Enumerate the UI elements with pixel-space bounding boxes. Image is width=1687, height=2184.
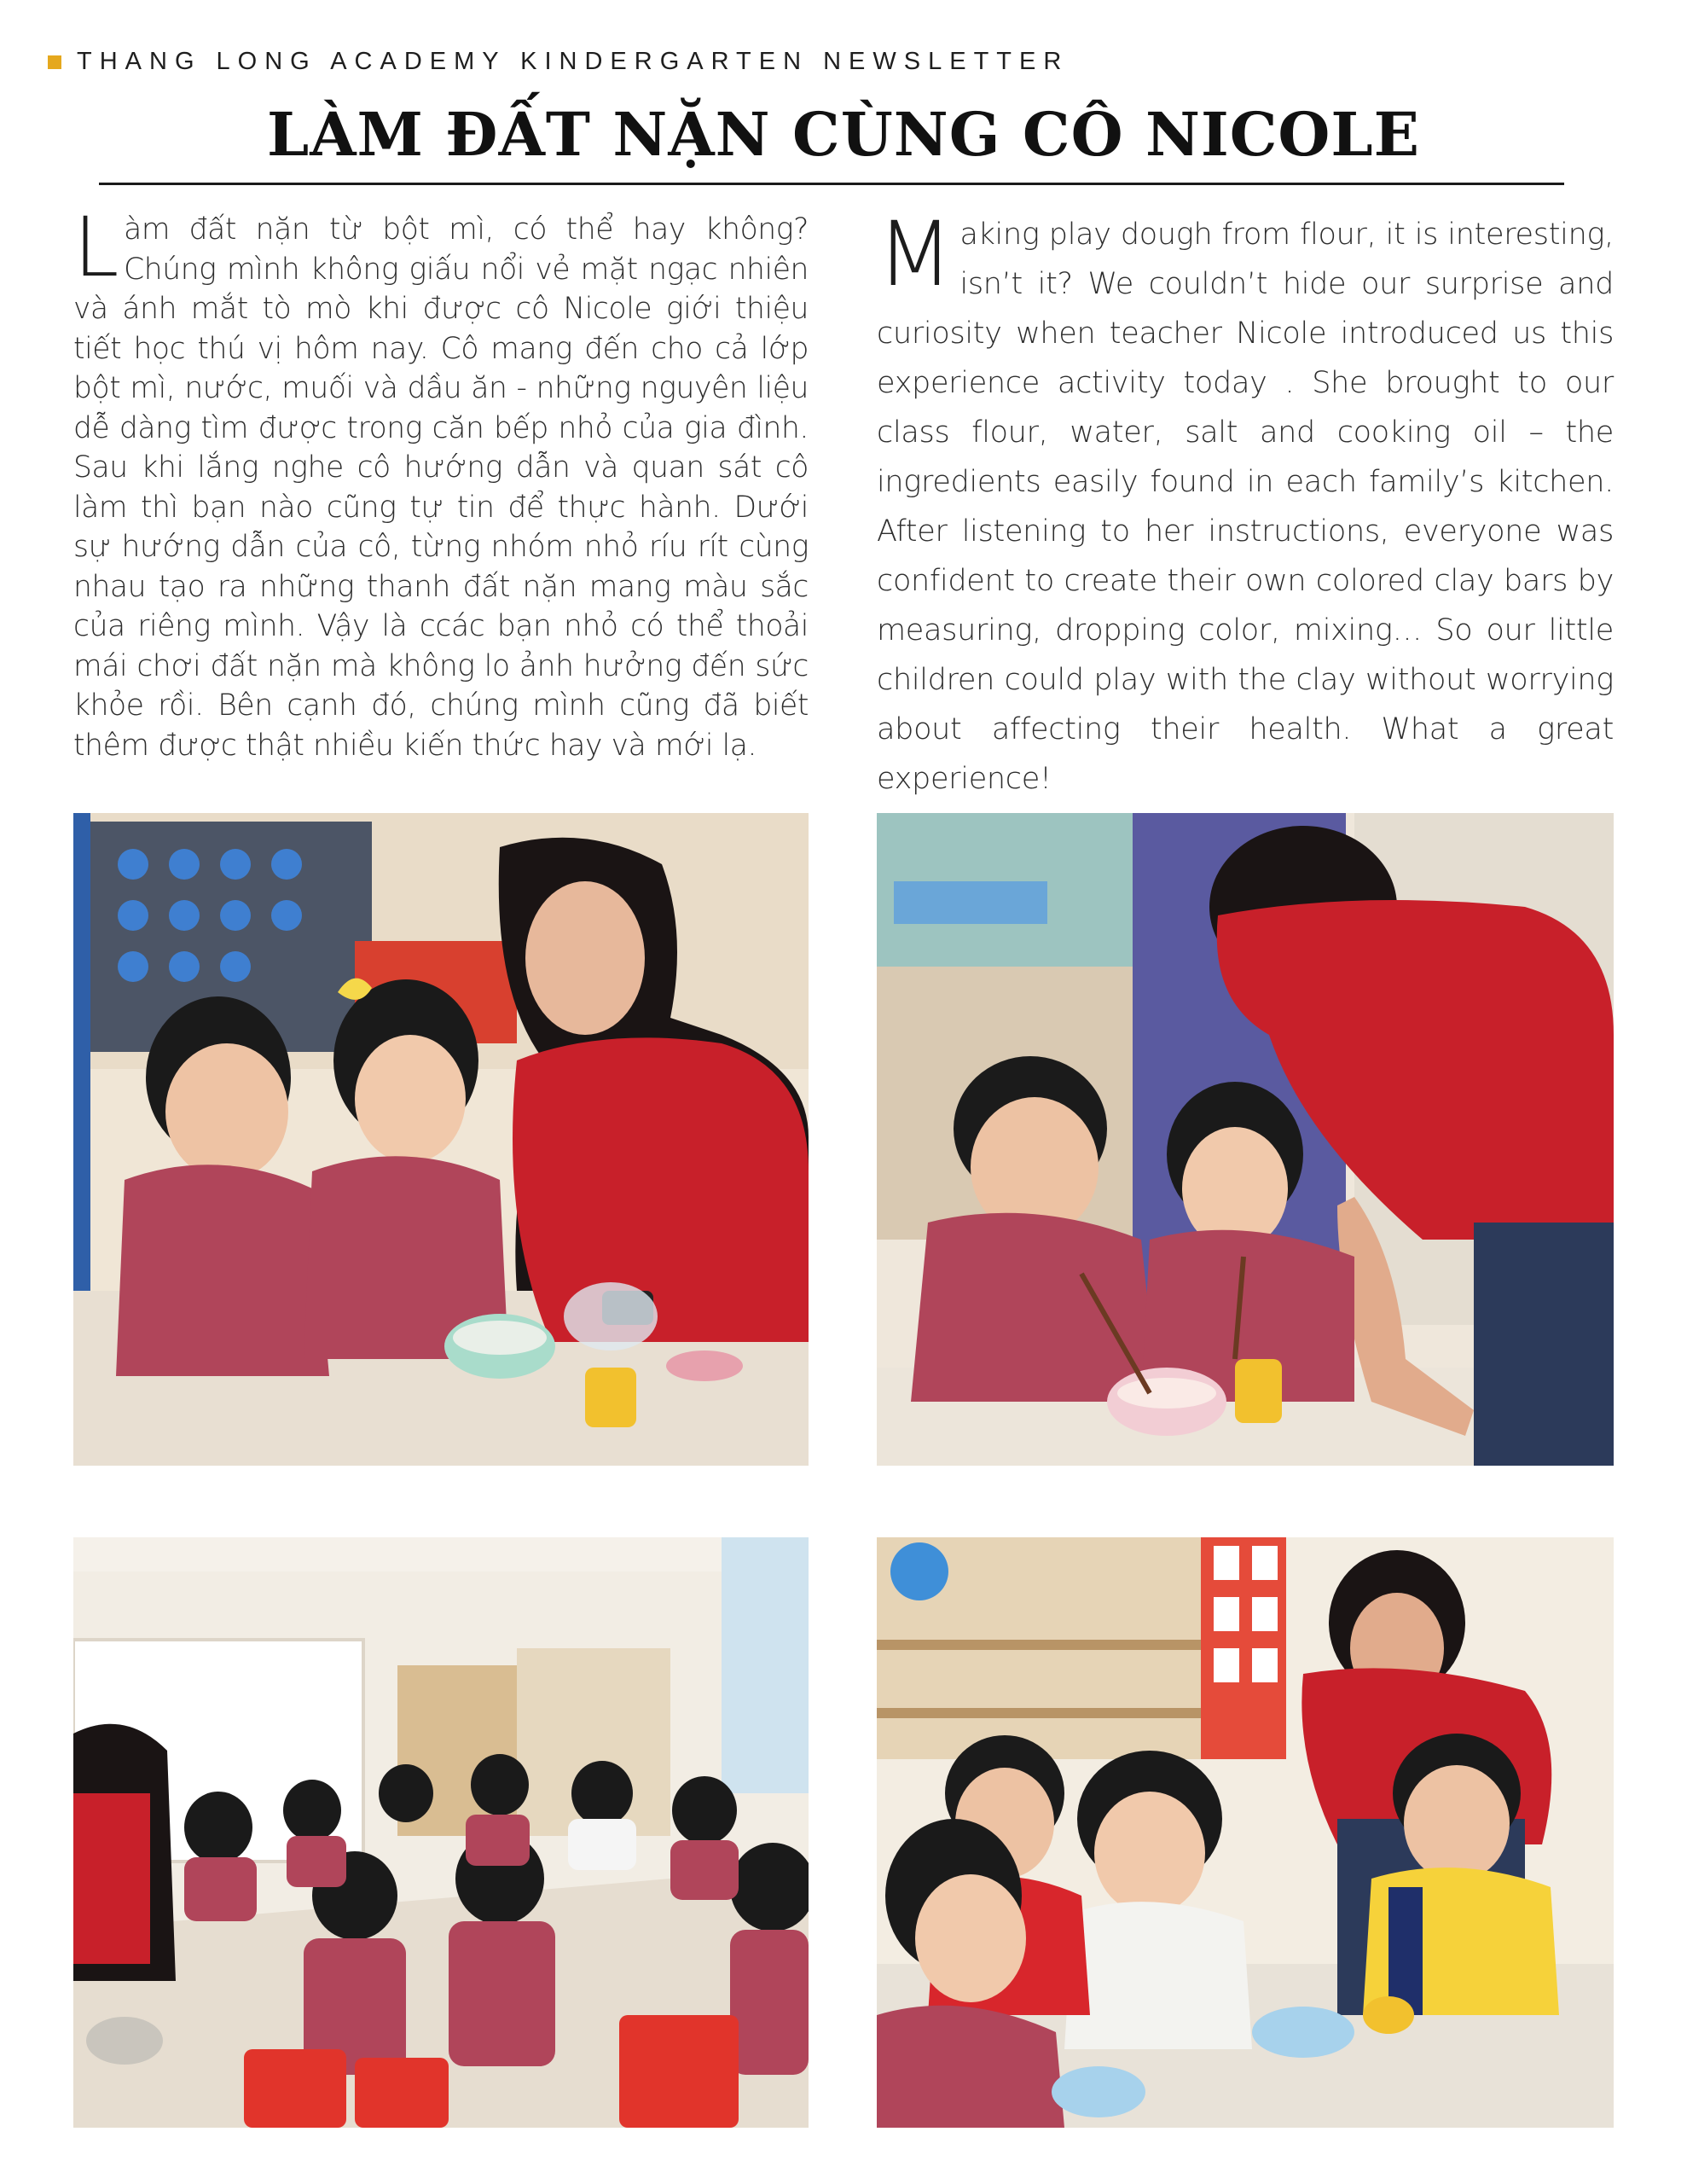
newsletter-label: THANG LONG ACADEMY KINDERGARTEN NEWSLETTER bbox=[77, 48, 1070, 75]
header-accent-square bbox=[48, 55, 61, 69]
paragraph-vietnamese: àm đất nặn từ bột mì, có thể hay không? Chúng mình không giấu nổi vẻ mặt ngạc nhiên và ánh mắt tò mò khi được cô Nicole giới thiệu tiết học thú vị hôm nay. Cô mang đến cho cả lớp bột mì, nước, muối và dầu ăn - những nguyên liệu dễ dàng tìm được trong căn bếp nhỏ của gia đình. Sau khi lắng nghe cô hướng dẫn và quan sát cô làm thì bạn nào cũng tự tin để thực hành. Dưới sự hướng dẫn của cô, từng nhóm nhỏ ríu rít cùng nhau tạo ra những thanh đất nặn mang màu sắc của riêng mình. Vậy là ccác bạn nhỏ có thể thoải mái chơi đất nặn mà không lo ảnh hưởng đến sức khỏe rồi. Bên cạnh đó, chúng mình cũng đã biết thêm được thật nhiều kiến thức hay và mới lạ. bbox=[73, 212, 809, 763]
paragraph-english: aking play dough from flour, it is interesting, isn’t it? We couldn’t hide our surprise and curiosity when teacher Nicole introduced us this experience activity today . She brought to our class flour, water, salt and cooking oil – the ingredients easily found in each family’s kitchen. After listening to her instructions, everyone was confident to create their own colored clay bars by measuring, dropping color, mixing… So our little children could play with the clay without worrying about affecting their health. What a great experience! bbox=[877, 218, 1614, 796]
drop-cap-vietnamese: L bbox=[73, 200, 119, 295]
photo-teacher-helping-two-children bbox=[877, 813, 1614, 1466]
photo-teacher-with-group bbox=[877, 1537, 1614, 2128]
page-title: LÀM ĐẤT NẶN CÙNG CÔ NICOLE bbox=[267, 99, 1420, 170]
title-divider bbox=[99, 183, 1564, 185]
photo-classroom-tables bbox=[73, 1537, 809, 2128]
article-text-english bbox=[877, 202, 1614, 804]
photo-teacher-with-two-children bbox=[73, 813, 809, 1466]
newsletter-header bbox=[48, 48, 1069, 76]
article-text-vietnamese bbox=[73, 200, 809, 765]
drop-cap-english: M bbox=[877, 202, 954, 306]
